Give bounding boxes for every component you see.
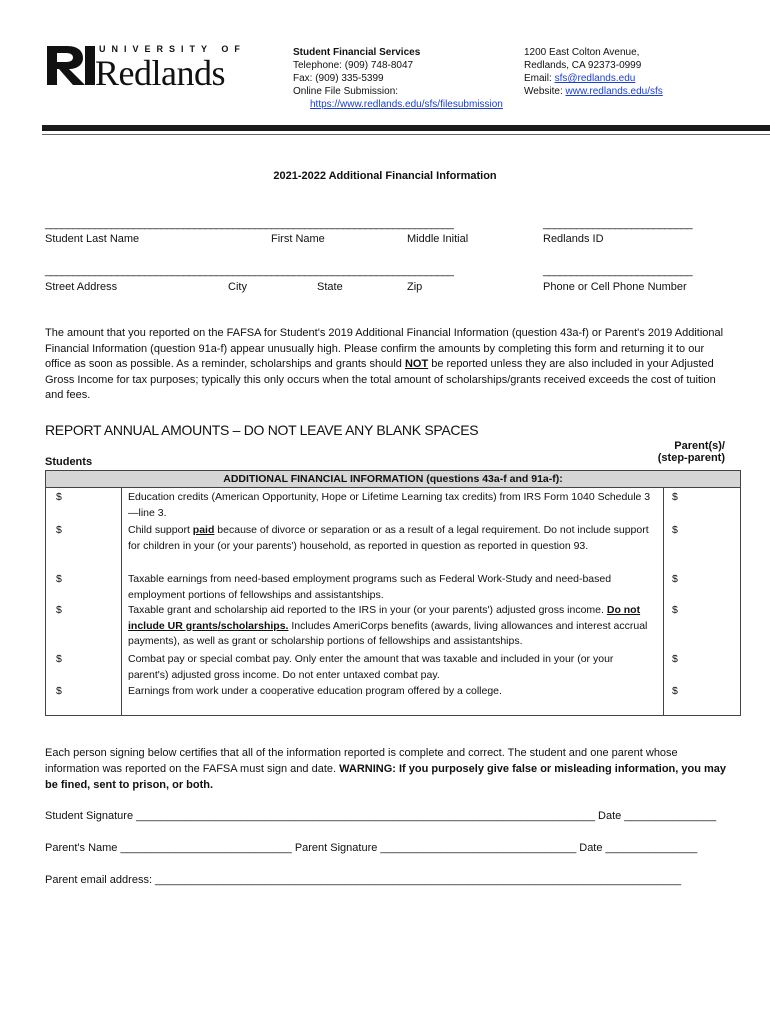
certification-paragraph xyxy=(45,745,730,793)
row-text-grant-aid xyxy=(128,603,656,650)
table-header: ADDITIONAL FINANCIAL INFORMATION (questions 43a-f and 91a-f): xyxy=(46,471,740,488)
last-name-label: Student Last Name xyxy=(45,233,140,245)
parents-label-line2: (step-parent) xyxy=(657,452,725,464)
parent-amount-3[interactable]: $ xyxy=(672,573,678,585)
address-line[interactable]: __________________________________________________________________________ xyxy=(45,265,454,277)
city-label: City xyxy=(228,281,247,293)
office-name: Student Financial Services xyxy=(293,47,421,58)
row-text-need-based-earnings: Taxable earnings from need-based employment programs such as Federal Work-Study and need-based employment portions of fellowships and assistantships. xyxy=(128,573,612,601)
address-street: 1200 East Colton Avenue, xyxy=(524,47,640,58)
student-amount-4[interactable]: $ xyxy=(56,604,62,616)
grant-aid-bold: Do not include UR grants/scholarships. xyxy=(128,604,641,632)
state-label: State xyxy=(317,281,343,293)
student-amount-3[interactable]: $ xyxy=(56,573,62,585)
student-amount-5[interactable]: $ xyxy=(56,653,62,665)
website-link[interactable]: www.redlands.edu/sfs xyxy=(565,86,663,97)
child-support-b: because of divorce or separation or as a result of a legal requirement. Do not include support for children in your (or your parents') household, as reported in question as reported in question 93. xyxy=(128,524,649,552)
intro-text-b: be reported unless they are also included in your Adjusted Gross Income for tax purposes; typically this only occurs when the total amount of scholarships/grants received exceeds the cost of tuition and fees. xyxy=(45,358,716,401)
header-divider-thick xyxy=(42,125,770,131)
redlands-r-icon xyxy=(45,42,97,88)
file-submission-link[interactable]: https://www.redlands.edu/sfs/filesubmission xyxy=(310,99,503,110)
row-text-child-support xyxy=(128,523,656,554)
parents-column-label xyxy=(658,440,725,464)
students-column-label: Students xyxy=(45,456,93,468)
phone-label: Phone or Cell Phone Number xyxy=(543,281,687,293)
website-label: Website: xyxy=(524,86,566,97)
phone-line[interactable]: ___________________________ xyxy=(543,265,692,277)
parent-amount-1[interactable]: $ xyxy=(672,491,678,503)
parent-email-field[interactable]: Parent email address: ______________________________________________________________________________________ xyxy=(45,874,682,886)
logo-redlands: Redlands xyxy=(95,53,225,93)
child-support-a: Child support xyxy=(128,524,193,536)
redlands-id-line[interactable]: ___________________________ xyxy=(543,218,692,230)
certification-warning: WARNING: If you purposely give false or misleading information, you may be fined, sent to prison, or both. xyxy=(45,763,727,791)
parent-amount-2[interactable]: $ xyxy=(672,524,678,536)
student-signature-field[interactable]: Student Signature ___________________________________________________________________________ Date _______________ xyxy=(45,810,717,822)
section-heading: REPORT ANNUAL AMOUNTS – DO NOT LEAVE ANY BLANK SPACES xyxy=(45,422,479,438)
row-text-combat-pay: Combat pay or special combat pay. Only enter the amount that was taxable and included in your (or your parent's) adjusted gross income. Do not enter untaxed combat pay. xyxy=(128,653,614,681)
parent-amount-4[interactable]: $ xyxy=(672,604,678,616)
parent-name-signature-field[interactable]: Parent's Name ____________________________ Parent Signature ________________________________ Date _______________ xyxy=(45,842,698,854)
header-divider-thin xyxy=(42,134,770,135)
address-city: Redlands, CA 92373-0999 xyxy=(524,60,642,71)
intro-text-a: The amount that you reported on the FAFSA for Student's 2019 Additional Financial Information (question 43a-f) or Parent's 2019 Additional Financial Information (question 91a-f) appear unusually high. Please confirm the amounts by completing this form and returning it to our office as soon as possible. As a reminder, scholarships and grants should xyxy=(45,327,724,370)
name-line[interactable]: __________________________________________________________________________ xyxy=(45,218,454,230)
row-text-education-credits: Education credits (American Opportunity, Hope or Lifetime Learning tax credits) from IRS Form 1040 Schedule 3—line 3. xyxy=(128,491,651,519)
office-fax: Fax: (909) 335-5399 xyxy=(293,73,384,84)
table-divider-left xyxy=(121,487,122,715)
parents-label-line1: Parent(s)/ xyxy=(674,440,725,452)
office-contact xyxy=(293,46,503,111)
certification-text: Each person signing below certifies that all of the information reported is complete and correct. The student and one parent whose information was reported on the FAFSA must sign and date. xyxy=(45,747,678,775)
child-support-paid: paid xyxy=(192,524,215,536)
table-divider-right xyxy=(663,487,664,715)
student-amount-1[interactable]: $ xyxy=(56,491,62,503)
first-name-label: First Name xyxy=(271,233,325,245)
grant-aid-a: Taxable grant and scholarship aid reported to the IRS in your (or your parents') adjusted gross income. xyxy=(128,604,604,616)
grant-aid-b: Includes AmeriCorps benefits (awards, living allowances and interest accrual payments), as well as grant or scholarship portions of fellowships and assistantships. xyxy=(128,619,648,647)
zip-label: Zip xyxy=(407,281,423,293)
middle-initial-label: Middle Initial xyxy=(407,233,469,245)
office-online-label: Online File Submission: xyxy=(293,86,399,97)
student-amount-2[interactable]: $ xyxy=(56,524,62,536)
office-telephone: Telephone: (909) 748-8047 xyxy=(293,60,414,71)
parent-amount-6[interactable]: $ xyxy=(672,685,678,697)
redlands-id-label: Redlands ID xyxy=(543,233,604,245)
email-link[interactable]: sfs@redlands.edu xyxy=(554,73,636,84)
row-text-coop-earnings: Earnings from work under a cooperative education program offered by a college. xyxy=(128,685,502,697)
form-title: 2021-2022 Additional Financial Information xyxy=(273,170,497,182)
logo-university-of: UNIVERSITY OF xyxy=(99,44,246,54)
financial-info-table xyxy=(45,470,741,716)
office-address xyxy=(524,46,663,98)
intro-paragraph xyxy=(45,326,730,404)
parent-amount-5[interactable]: $ xyxy=(672,653,678,665)
student-amount-6[interactable]: $ xyxy=(56,685,62,697)
email-label: Email: xyxy=(524,73,555,84)
street-address-label: Street Address xyxy=(45,281,118,293)
intro-not: NOT xyxy=(404,358,429,370)
